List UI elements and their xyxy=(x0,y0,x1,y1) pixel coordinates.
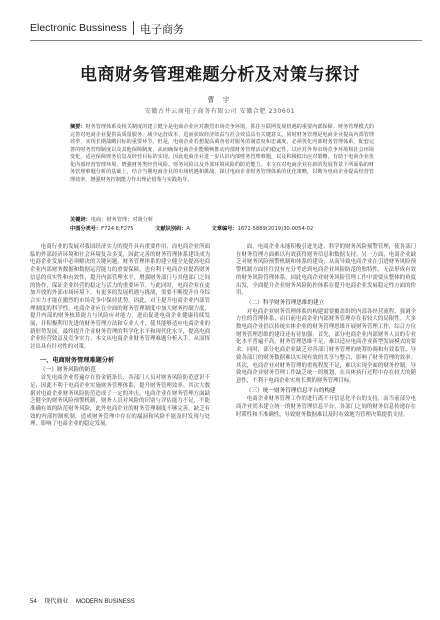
clc-label: 中图分类号： xyxy=(70,226,102,232)
classification-line xyxy=(70,225,390,232)
intro-paragraph: 电商行业的发展对我国经济实力的提升具有重要作用，而电商企业所面临的外部经济环境和社会环境复杂多变，因此完善的财务管理体系建设成为电商企业发展中必须解决的关键问题。财务管理体系的建立健全是提高电商企业内部财务数据和数据运营能力的重要保障，也有利于电商企业提高财务信息的真实性和有效性，提升内部管理水平，增强财务部门与其他部门之间的协作，保证企业经营的稳定与活力的重要环节。与此同时，电商企业在更加开放的外部市场环境下，有更多的发展机遇与挑战，需要不断提升自身综合实力才能在激烈的市场竞争中保持优势。因此，对于提升电商企业内部管理制度的科学性，电商企业应在全面的财务管理制度中加大财务控制力度，提升内部的财务核算能力与风险应对能力，进而促进电商企业健康持续发展，并积极利用先进的财务管理方法和专业人才，使其能够适应电商企业的新形势发展，最终提升企业财务管理的科学化水平和现代化水平，提高电商企业经营效益及竞争实力。本文从电商企业财务管理难题分析入手，从而探讨出具有针对性的对策。 xyxy=(30,244,210,351)
abstract-label: 摘要： xyxy=(70,124,86,130)
article-id-value: 1672-5889(2019)30-0054-02 xyxy=(237,226,314,232)
body-paragraph: 电商企业财务管理工作的进行离不开信息化平台的支持，而当前部分电商企业尚未建立统一的财务管理信息平台，各部门之间的财务信息传递存在时滞性和不准确性，导致财务数据难以及时有效地为管理决策提供支持。 xyxy=(236,396,416,418)
abstract-text: 财务管理体系及相关制度的建立健全是电商企业应对激烈市场竞争环境，抓住互联网发展机遇的重要内部保障。财务管理模式的完善对电商企业提供高质量服务，减少运营成本，进而获取经济效益与社会效益具有关键意义。同时财务管理是电商企业提高内部管理效率，实现长期战略目标的重要环节。但是，电商企业若想提高调查者对服务的满意度和忠诚度，必须优化内部财务管理体系，配套完善的财务管理制度以及其他保障制度，从而确保电商企业能顺畅推动内部财务管理活动的稳定性，以应对外界市场竞争环境和社会环境变化，适应保障财务信息及经营目标的实现。因此电商企业进一步认识内部财务管理难题，以及积极拟出应对策略，有助于电商企业优化内部经营管理环境，增强财务类经营风险、财务风险以及外部环境风险的防范能力。本文在对电商企业在新的发展背景下所面临的财务管理难题分析的基础上，结合当期电商企业的市场机遇和挑战，探讨电商企业财务管理体系的优化策略，以期为电商企业提高经营管理效率，增强财务控制能力作出理论借鉴与实践指导。 xyxy=(70,124,374,183)
article-author: 曹 宇 xyxy=(207,96,233,104)
abstract xyxy=(70,124,374,184)
body-column-right xyxy=(236,244,416,419)
journal-english-name: Electronic Bussiness xyxy=(30,22,127,34)
doc-code-label: 文献识别码： xyxy=(155,226,187,232)
subsection-heading-3: （三）统一财务管理信息平台的构建 xyxy=(246,387,336,394)
journal-chinese-name: 现代商业 xyxy=(44,599,69,605)
subsection-heading-1: （一）财务风险的防范 xyxy=(40,366,96,373)
author-affiliation: 安徽古井云商电子商务有限公司 安徽合肥 230601 xyxy=(144,108,296,115)
article-title: 电商财务管理难题分析及对策与探讨 xyxy=(80,65,360,85)
body-paragraph: 对电商企业财务管理体系的构建需要覆盖组织内部各经营流程，强调全方位的管理体系，而目前电商企业内部财务管理存在着较大的局限性。大多数电商企业仍以传统实体企业的财务管理思维开展财务管理工作，综合方位财务管理思维的建设还有待加强。首先，部分电商企业内部财务人员的专业化水平普遍不高，财务管理思维不足，难以适应电商企业新型发展模式的要求。同时，部分电商企业缺乏对各部门财务管理的统筹协调和有效监管，导致各部门的财务数据难以实现有效的共享与整合，影响了财务管理的效率。其次，电商企业对财务管理的重视程度不足，难以实现全面的财务控制，导致电商企业财务管理工作缺乏统一的规划，在具体执行过程中存在较大的随意性，不利于电商企业实现长期的财务管理目标。 xyxy=(236,308,416,384)
keywords-label: 关键词： xyxy=(70,217,91,223)
body-paragraph: 首先电商企业普遍存在资金链条长、各部门人员对财务风险防范意识不足，因此不利于电商企业实施财务管理体系，提升财务管理效率。其次大数据对电商企业财务风险防范造成了一定的冲击。电商企业在财务管理方面缺乏健全的财务风险预警机制，财务人员对风险的识别与评估能力不足，不能准确有效的防范财务风险，此外电商企业的财务管理制度不够完善，缺乏有效的内部控制机制，造成财务管理中存在的漏洞和风险不能及时发现与处理，影响了电商企业的稳定发展。 xyxy=(30,375,210,428)
running-header xyxy=(30,18,422,41)
running-footer xyxy=(30,596,141,605)
article-id-label: 文章编号： xyxy=(211,226,238,232)
journal-english-title: MODERN BUSINESS xyxy=(76,599,135,605)
page-number: 54 xyxy=(30,599,37,605)
body-column-left xyxy=(30,244,210,429)
subsection-heading-2: （二）科学财务管理思维的建立 xyxy=(246,299,325,306)
keywords-text: 电商；财务管理；对策分析 xyxy=(90,217,154,223)
clc-value: F724.6;F275 xyxy=(101,226,134,232)
keywords xyxy=(70,216,374,223)
body-paragraph: 面，电商企业未能积极引进先进、科学的财务风险预警管理，使各部门在财务管理方面难以有效获得财务信息和数据支持。另一方面，电商企业缺乏对财务风险预警机制和体系的建设，从而导致电商企业在引进财务风险预警机制方面往往没有充分考虑到电商企业风险防范的独特性，无法形成有效的财务风险管理体系。因此电商企业财务风险管理工作中需要从整体的角度出发，全面提升企业财务风险防控体系在提升电商企业发展稳定性方面的作用。 xyxy=(236,244,416,297)
section-name: 电子商务 xyxy=(140,23,184,36)
header-divider xyxy=(133,21,134,35)
section-heading-1: 一、电商财务管理难题分析 xyxy=(40,356,115,364)
doc-code-value: A xyxy=(186,226,190,232)
